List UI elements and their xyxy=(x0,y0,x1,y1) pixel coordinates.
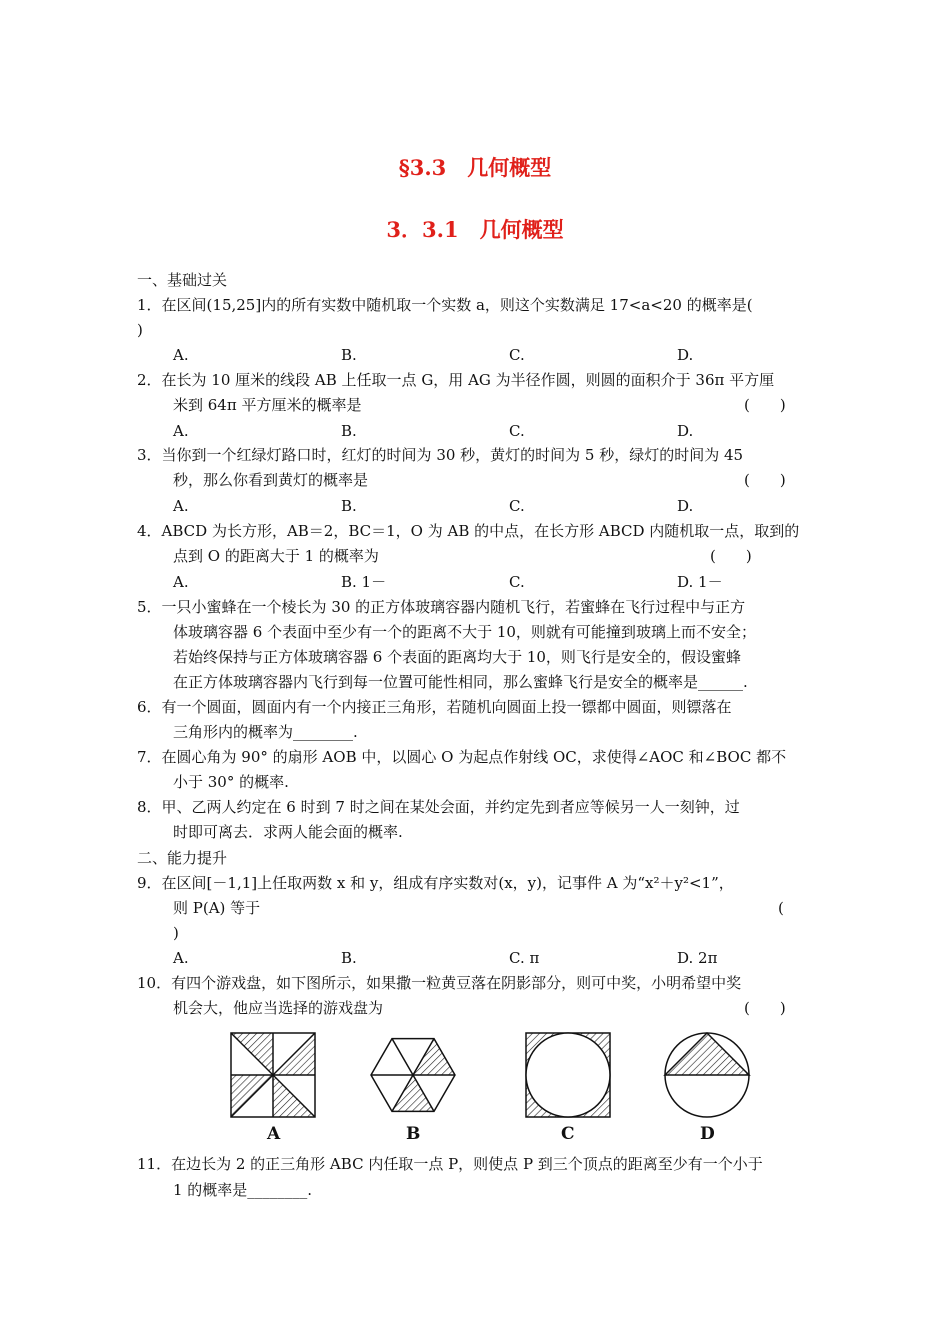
q8-line1: 8．甲、乙两人约定在 6 时到 7 时之间在某处会面，并约定先到者应等候另一人一刻钟，过 xyxy=(137,798,740,816)
q3-answer-paren: ( ) xyxy=(744,471,786,489)
q9-option-c: C. π xyxy=(509,949,540,967)
q4-option-b: B. 1－ xyxy=(341,573,387,591)
q5-line2: 体玻璃容器 6 个表面中至少有一个的距离不大于 10，则就有可能撞到玻璃上而不安全； xyxy=(173,623,756,641)
q1-line2: ) xyxy=(137,321,143,339)
q11-line1: 11．在边长为 2 的正三角形 ABC 内任取一点 P，则使点 P 到三个顶点的距离至少有一个小于 xyxy=(137,1155,763,1173)
q2-option-c: C. xyxy=(509,422,525,440)
q2-answer-paren: ( ) xyxy=(744,396,786,414)
q10-answer-paren: ( ) xyxy=(744,999,786,1017)
q9-line1: 9．在区间[－1,1]上任取两数 x 和 y，组成有序实数对(x，y)，记事件 A 为“x²＋y²<1”， xyxy=(137,874,734,892)
q3-option-c: C. xyxy=(509,497,525,515)
q1-options xyxy=(173,345,773,365)
q4-options xyxy=(173,572,773,592)
q6-line2: 三角形内的概率为________. xyxy=(173,723,358,741)
q4-line2: 点到 O 的距离大于 1 的概率为 xyxy=(173,547,379,565)
q10-line2: 机会大，他应当选择的游戏盘为 xyxy=(173,999,384,1017)
board-a-label: A xyxy=(267,1124,281,1144)
board-b-label: B xyxy=(406,1124,421,1144)
part1-heading: 一、基础过关 xyxy=(137,271,228,289)
q9-option-d: D. 2π xyxy=(677,949,718,967)
board-d-circle-triangle xyxy=(665,1033,749,1117)
section-title: §3.3 几何概型 xyxy=(398,155,552,180)
q1-option-b: B. xyxy=(341,346,357,364)
board-c-label: C xyxy=(561,1124,575,1144)
q9-answer-paren: ( xyxy=(778,899,784,917)
q4-option-a: A. xyxy=(173,573,189,591)
q3-options xyxy=(173,496,773,516)
subsection-title: 3．3.1 几何概型 xyxy=(386,217,564,242)
q6-line1: 6．有一个圆面，圆面内有一个内接正三角形，若随机向圆面上投一镖都中圆面，则镖落在 xyxy=(137,698,732,716)
q3-option-b: B. xyxy=(341,497,357,515)
board-b-hexagon xyxy=(371,1039,455,1112)
q4-line1: 4．ABCD 为长方形，AB＝2，BC＝1，O 为 AB 的中点，在长方形 ABCD 内随机取一点，取到的 xyxy=(137,522,800,540)
q2-line2: 米到 64π 平方厘米的概率是 xyxy=(173,396,362,414)
q1-option-d: D. xyxy=(677,346,694,364)
q2-option-a: A. xyxy=(173,422,189,440)
q4-option-d: D. 1－ xyxy=(677,573,723,591)
part2-heading: 二、能力提升 xyxy=(137,849,228,867)
q9-option-b: B. xyxy=(341,949,357,967)
q3-option-a: A. xyxy=(173,497,189,515)
q3-line1: 3．当你到一个红绿灯路口时，红灯的时间为 30 秒，黄灯的时间为 5 秒，绿灯的时间为 45 xyxy=(137,446,744,464)
q7-line1: 7．在圆心角为 90° 的扇形 AOB 中，以圆心 O 为起点作射线 OC，求使得∠AOC 和∠BOC 都不 xyxy=(137,748,787,766)
q2-line1: 2．在长为 10 厘米的线段 AB 上任取一点 G，用 AG 为半径作圆，则圆的面积介于 36π 平方厘 xyxy=(137,371,775,389)
q2-options xyxy=(173,421,773,441)
q11-line2: 1 的概率是________. xyxy=(173,1181,313,1199)
board-c-square-circle xyxy=(526,1033,610,1117)
q3-option-d: D. xyxy=(677,497,694,515)
q3-line2: 秒，那么你看到黄灯的概率是 xyxy=(173,471,369,489)
q2-option-d: D. xyxy=(677,422,694,440)
q8-line2: 时即可离去．求两人能会面的概率. xyxy=(173,823,403,841)
game-boards-figure xyxy=(0,1028,950,1128)
q2-option-b: B. xyxy=(341,422,357,440)
q1-line1: 1．在区间(15,25]内的所有实数中随机取一个实数 a，则这个实数满足 17<a<20 的概率是( xyxy=(137,296,753,314)
q1-option-a: A. xyxy=(173,346,189,364)
q4-answer-paren: ( ) xyxy=(710,547,752,565)
q9-line2: 则 P(A) 等于 xyxy=(173,899,261,917)
q9-options xyxy=(173,948,773,968)
q9-line3: ) xyxy=(173,924,179,942)
q4-option-c: C. xyxy=(509,573,525,591)
q10-line1: 10．有四个游戏盘，如下图所示，如果撒一粒黄豆落在阴影部分，则可中奖，小明希望中奖 xyxy=(137,974,742,992)
q7-line2: 小于 30° 的概率. xyxy=(173,773,289,791)
board-a-square xyxy=(231,1033,315,1117)
q5-line3: 若始终保持与正方体玻璃容器 6 个表面的距离均大于 10，则飞行是安全的，假设蜜蜂 xyxy=(173,648,741,666)
q5-line1: 5．一只小蜜蜂在一个棱长为 30 的正方体玻璃容器内随机飞行，若蜜蜂在飞行过程中与正方 xyxy=(137,598,746,616)
q5-line4: 在正方体玻璃容器内飞行到每一位置可能性相同，那么蜜蜂飞行是安全的概率是______. xyxy=(173,673,748,691)
board-d-label: D xyxy=(700,1124,715,1144)
q1-option-c: C. xyxy=(509,346,525,364)
q9-option-a: A. xyxy=(173,949,189,967)
